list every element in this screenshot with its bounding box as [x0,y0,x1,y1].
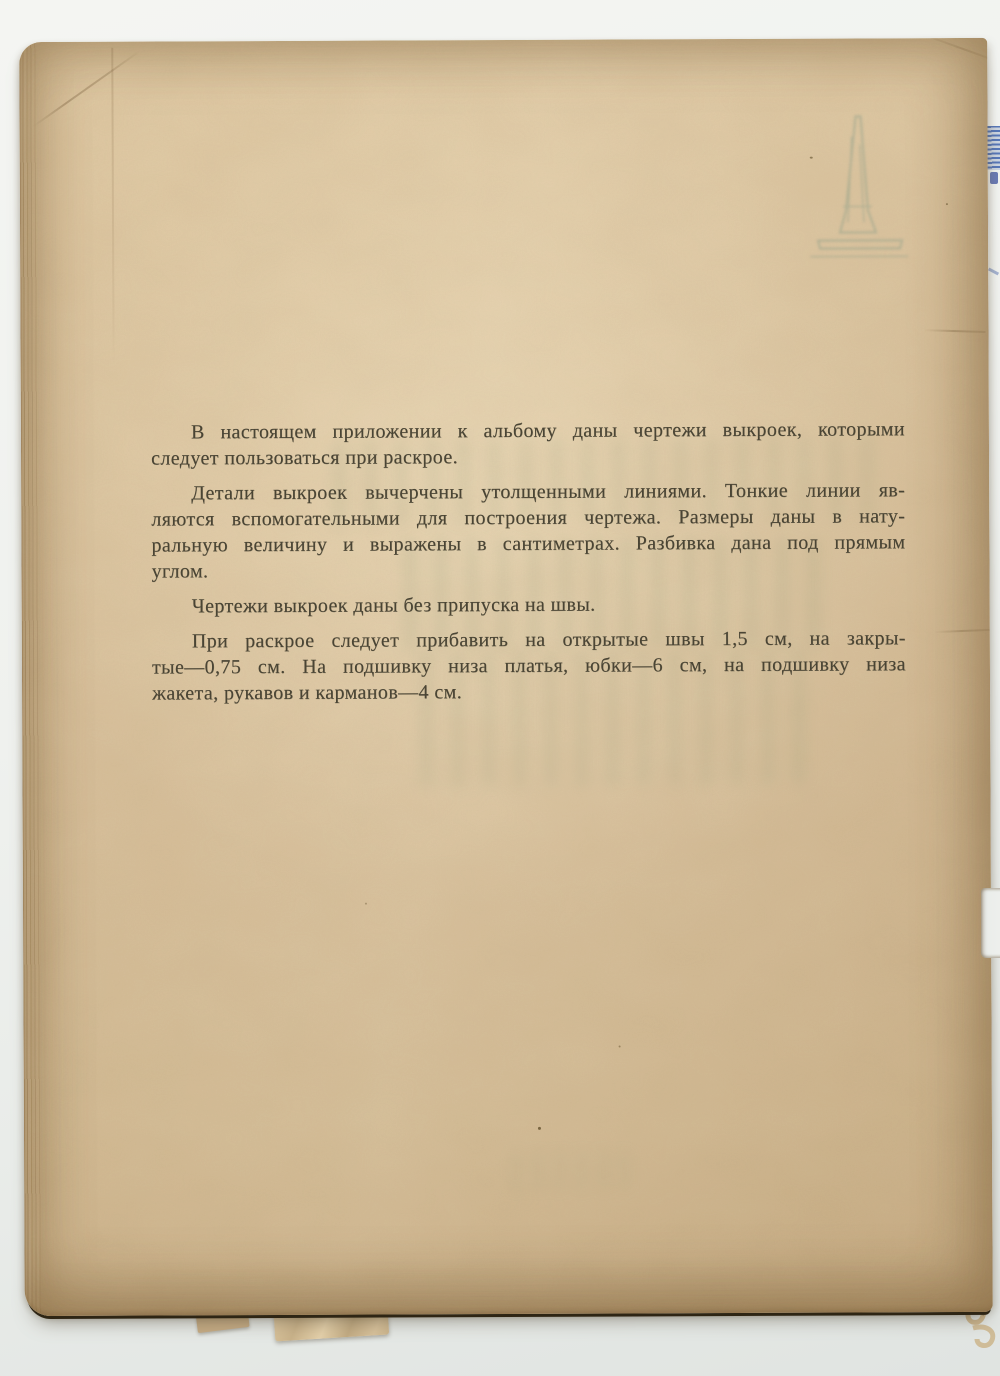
paper-speck [365,903,367,905]
tower-watermark-icon [790,110,926,269]
corner-crease [920,38,993,66]
text-line: В настоящем приложении к альбому даны чертежи выкроек, которыми [190,418,905,444]
page-stack-edges [19,42,47,1316]
text-line: ляются вспомогательными для построения чертежа. Размеры даны в нату- [151,505,906,531]
text-line: тые—0,75 см. На подшивку низа платья, юбки—6 см, на подшивку низа [151,653,906,679]
torn-edge-notch [981,888,1000,958]
blue-binding-dot [990,172,998,184]
wrinkle [934,629,990,633]
paper-speck [619,1046,621,1048]
corner-crease [32,50,141,128]
paper-speck [810,157,813,159]
blue-mark [988,268,999,276]
text-line: ральную величину и выражены в сантиметрах. Разбивка дана под прямым [151,531,906,557]
text-line: жакета, рукавов и карманов—4 см. [152,681,463,705]
text-line: Чертежи выкроек даны без припуска на швы. [191,593,596,618]
paragraph [151,477,905,584]
text-line: Детали выкроек вычерчены утолщенными линиями. Тонкие линии яв- [191,479,906,505]
paper-speck [538,1127,541,1130]
wrinkle [923,329,985,333]
paragraph [152,590,906,619]
text-line: При раскрое следует прибавить на открытые швы 1,5 см, на закры- [191,627,906,653]
showthrough-year [511,1149,629,1192]
paragraph [152,625,906,706]
vertical-crease [111,48,114,366]
book-page [19,38,993,1316]
text-line: углом. [151,560,209,583]
paragraph [151,416,905,471]
text-line: следует пользоваться при раскрое. [150,446,459,470]
body-text [151,416,906,715]
paper-speck [946,203,948,205]
